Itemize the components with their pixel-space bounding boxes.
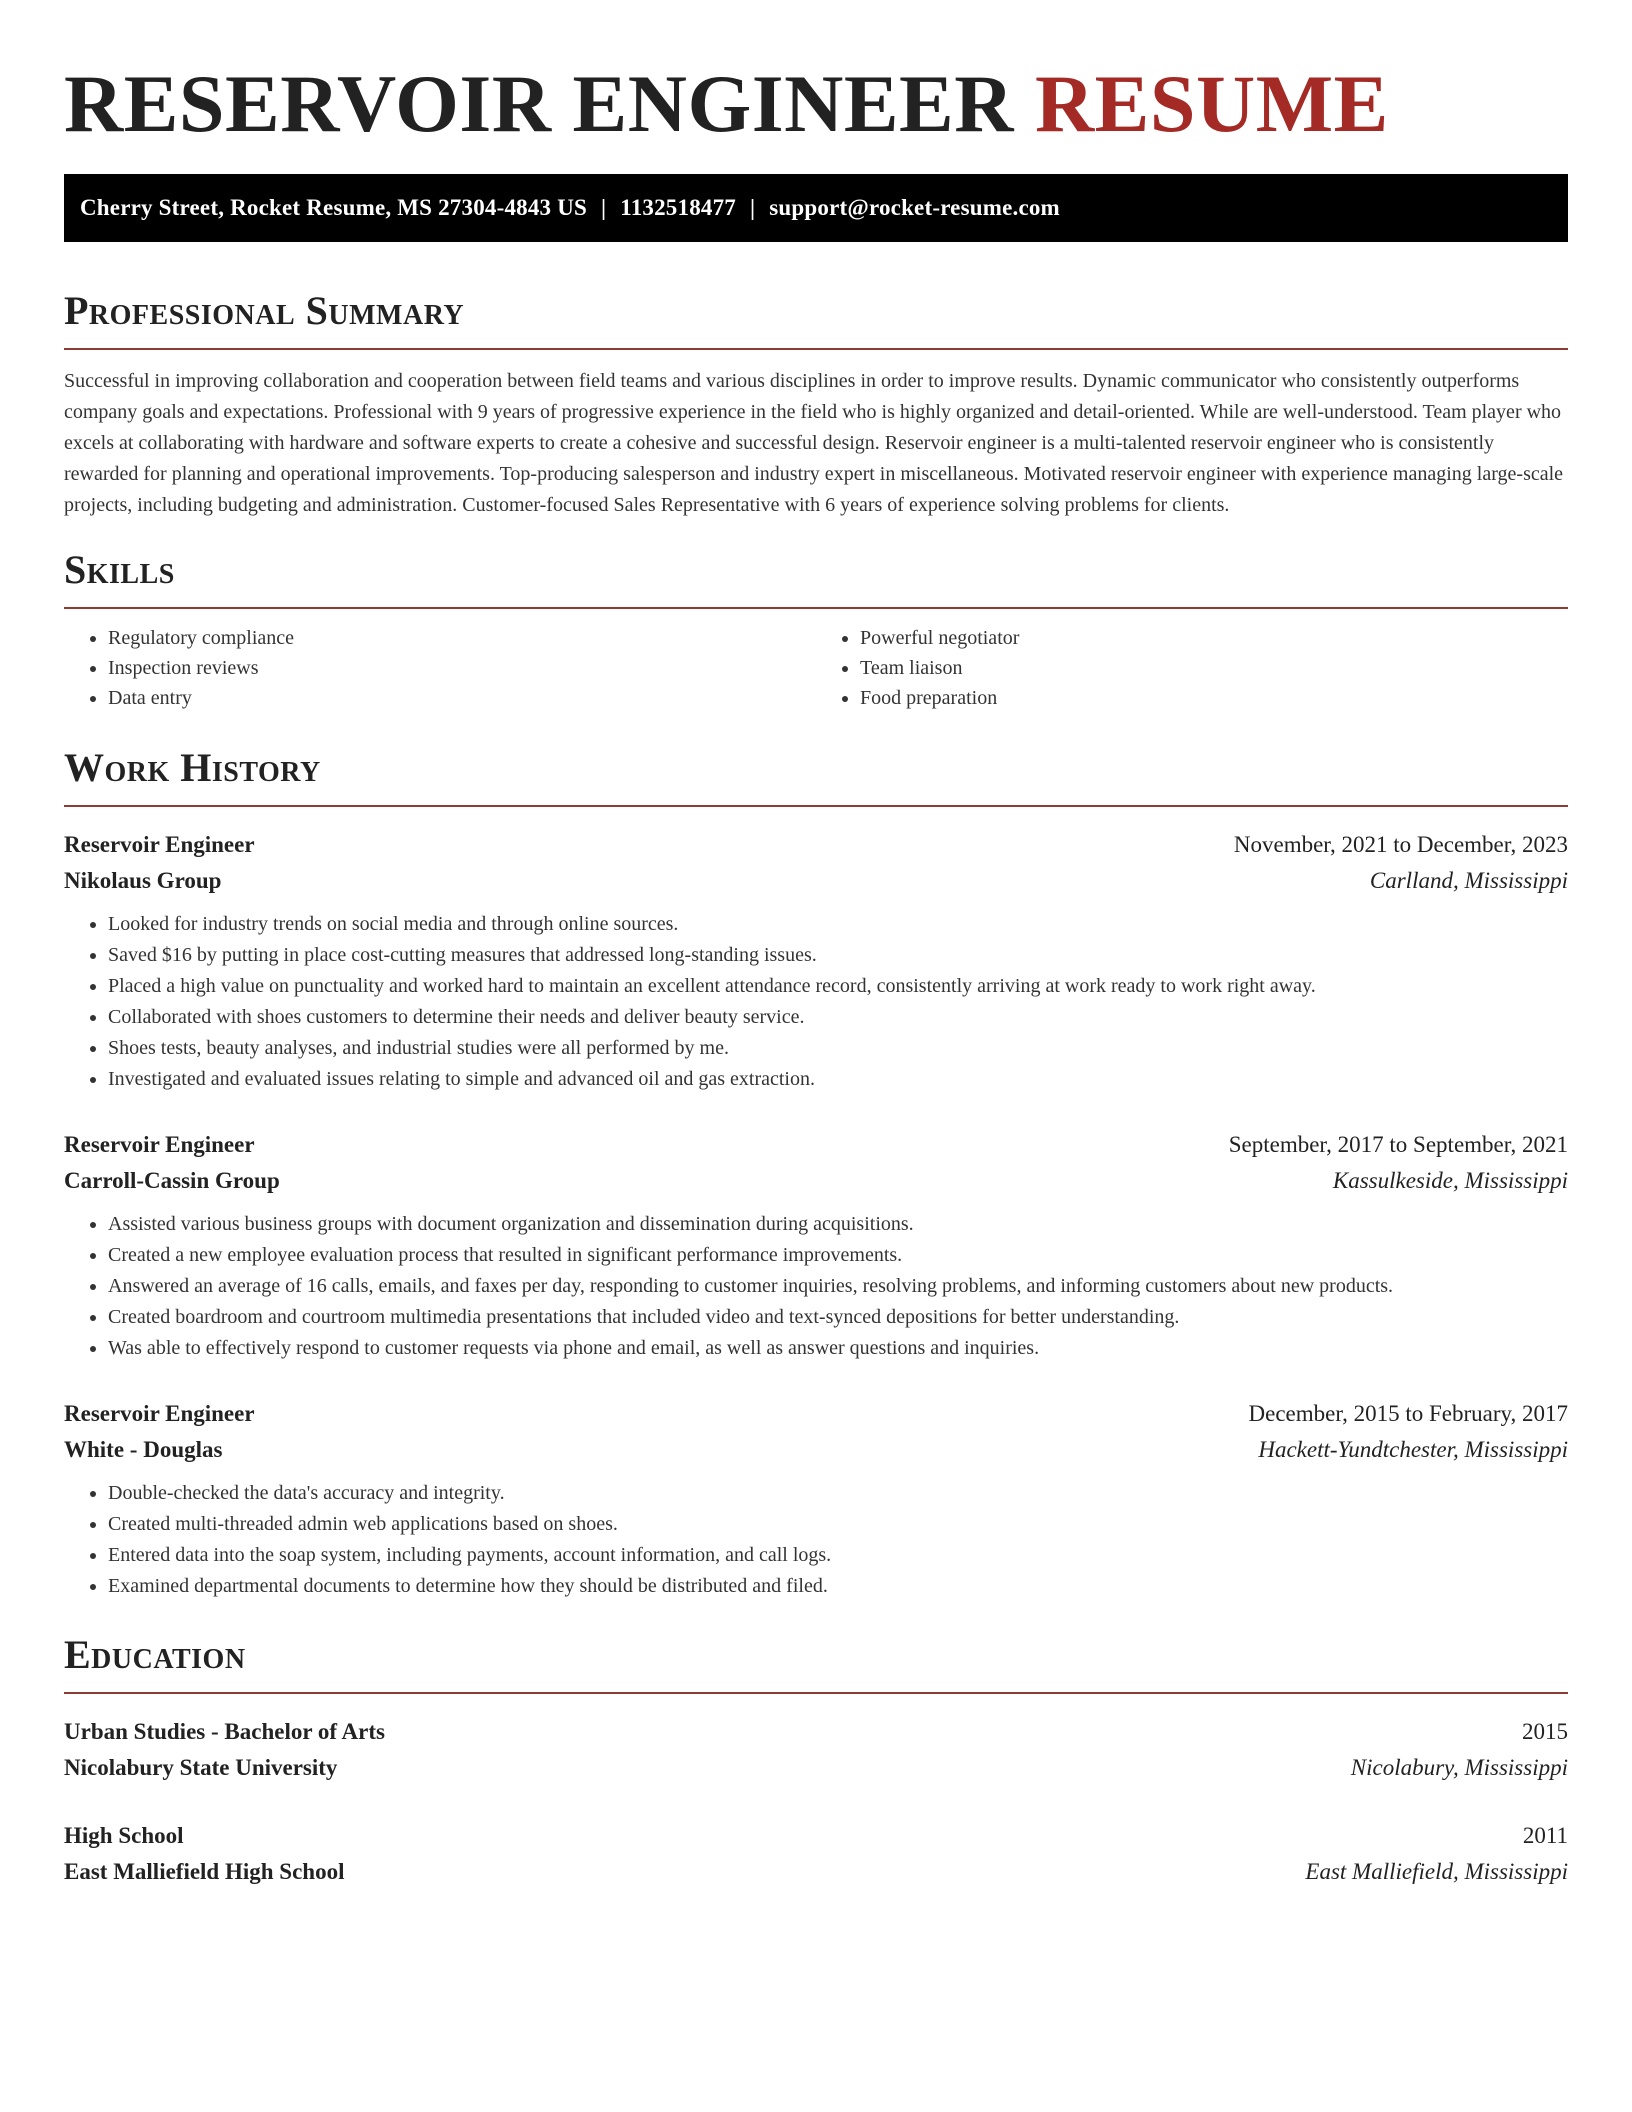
contact-phone: 1132518477 bbox=[620, 195, 737, 220]
section-heading-skills: Skills bbox=[64, 547, 175, 592]
summary-text: Successful in improving collaboration and cooperation between field teams and various disciplines in order to improve results. Dynamic communicator who consistently outperforms company goals and expectations. Professional with 9 years of progressive experience in the field who is highly organized and detail-oriented. While are well-understood. Team player who excels at collaborating with hardware and software experts to create a cohesive and successful design. Reservoir engineer is a multi-talented reservoir engineer who is consistently rewarded for planning and operational improvements. Top-producing salesperson and industry expert in miscellaneous. Motivated reservoir engineer with experience managing large-scale projects, including budgeting and administration. Customer-focused Sales Representative with 6 years of experience solving problems for clients. bbox=[64, 370, 1564, 516]
resume-title bbox=[64, 56, 1568, 152]
contact-bar bbox=[64, 174, 1568, 242]
skill-item: • Data entry bbox=[108, 683, 816, 713]
job-title: Reservoir Engineer bbox=[64, 1401, 255, 1426]
job-location: Hackett-Yundtchester, Mississippi bbox=[1258, 1437, 1568, 1462]
job-duty: • Entered data into the soap system, including payments, account information, and call logs. bbox=[108, 1540, 1568, 1571]
job-title: Reservoir Engineer bbox=[64, 1132, 255, 1157]
section-heading-education: Education bbox=[64, 1632, 246, 1677]
section-divider bbox=[64, 348, 1568, 350]
contact-separator: | bbox=[750, 195, 756, 220]
section-heading-summary: Professional Summary bbox=[64, 288, 465, 333]
section-divider bbox=[64, 805, 1568, 807]
job-location: Carlland, Mississippi bbox=[1369, 868, 1568, 893]
job-duty: • Assisted various business groups with document organization and dissemination during acquisitions. bbox=[108, 1209, 1568, 1240]
section-divider bbox=[64, 607, 1568, 609]
contact-separator: | bbox=[601, 195, 607, 220]
job-duty: • Created a new employee evaluation process that resulted in significant performance improvements. bbox=[108, 1240, 1568, 1271]
job-duty: • Placed a high value on punctuality and worked hard to maintain an excellent attendance record, consistently arriving at work ready to work right away. bbox=[108, 971, 1568, 1002]
section-divider bbox=[64, 1692, 1568, 1694]
education-school: East Malliefield High School bbox=[64, 1859, 345, 1884]
job-duty: • Double-checked the data's accuracy and integrity. bbox=[108, 1478, 1568, 1509]
education-location: Nicolabury, Mississippi bbox=[1350, 1755, 1568, 1780]
job-duty: • Examined departmental documents to determine how they should be distributed and filed. bbox=[108, 1571, 1568, 1602]
job-duty: • Created boardroom and courtroom multimedia presentations that included video and text-synced depositions for better understanding. bbox=[108, 1302, 1568, 1333]
job-dates: December, 2015 to February, 2017 bbox=[1248, 1401, 1568, 1426]
skills-list bbox=[64, 623, 1568, 713]
education-location: East Malliefield, Mississippi bbox=[1305, 1859, 1568, 1884]
job-duty: • Was able to effectively respond to customer requests via phone and email, as well as answer questions and inquiries. bbox=[108, 1333, 1568, 1364]
contact-email: support@rocket-resume.com bbox=[769, 195, 1060, 220]
education-section bbox=[64, 1630, 1568, 1890]
job-company: White - Douglas bbox=[64, 1437, 223, 1462]
skills-column-right bbox=[816, 623, 1568, 713]
job-duty: • Created multi-threaded admin web applications based on shoes. bbox=[108, 1509, 1568, 1540]
education-year: 2015 bbox=[1522, 1719, 1568, 1744]
job-duty: • Collaborated with shoes customers to determine their needs and deliver beauty service. bbox=[108, 1002, 1568, 1033]
summary-section bbox=[64, 286, 1568, 521]
job-duty: • Investigated and evaluated issues relating to simple and advanced oil and gas extraction. bbox=[108, 1064, 1568, 1095]
skills-column-left bbox=[64, 623, 816, 713]
education-degree: High School bbox=[64, 1823, 184, 1848]
education-entry bbox=[64, 1818, 1568, 1890]
job-entry bbox=[64, 827, 1568, 1095]
job-duty: • Answered an average of 16 calls, emails, and faxes per day, responding to customer inquiries, resolving problems, and informing customers about new products. bbox=[108, 1271, 1568, 1302]
job-dates: September, 2017 to September, 2021 bbox=[1228, 1132, 1568, 1157]
title-accent: RESUME bbox=[1034, 58, 1389, 149]
work-history-section bbox=[64, 743, 1568, 1602]
job-duties bbox=[64, 1209, 1568, 1364]
job-duty: • Looked for industry trends on social media and through online sources. bbox=[108, 909, 1568, 940]
education-year: 2011 bbox=[1522, 1823, 1568, 1848]
job-duty: • Saved $16 by putting in place cost-cutting measures that addressed long-standing issues. bbox=[108, 940, 1568, 971]
skill-item: • Food preparation bbox=[860, 683, 1568, 713]
job-dates: November, 2021 to December, 2023 bbox=[1233, 832, 1568, 857]
job-location: Kassulkeside, Mississippi bbox=[1332, 1168, 1568, 1193]
contact-address: Cherry Street, Rocket Resume, MS 27304-4843 US bbox=[80, 195, 588, 220]
title-main: RESERVOIR ENGINEER bbox=[64, 58, 1014, 149]
job-duties bbox=[64, 909, 1568, 1095]
job-duties bbox=[64, 1478, 1568, 1602]
skill-item: • Regulatory compliance bbox=[108, 623, 816, 653]
job-entry bbox=[64, 1127, 1568, 1364]
skills-section bbox=[64, 545, 1568, 713]
education-school: Nicolabury State University bbox=[64, 1755, 338, 1780]
skill-item: • Team liaison bbox=[860, 653, 1568, 683]
job-duty: • Shoes tests, beauty analyses, and industrial studies were all performed by me. bbox=[108, 1033, 1568, 1064]
education-entry bbox=[64, 1714, 1568, 1786]
job-title: Reservoir Engineer bbox=[64, 832, 255, 857]
job-entry bbox=[64, 1396, 1568, 1602]
section-heading-work: Work History bbox=[64, 745, 321, 790]
job-company: Nikolaus Group bbox=[64, 868, 222, 893]
job-company: Carroll-Cassin Group bbox=[64, 1168, 280, 1193]
skill-item: • Inspection reviews bbox=[108, 653, 816, 683]
education-degree: Urban Studies - Bachelor of Arts bbox=[64, 1719, 385, 1744]
skill-item: • Powerful negotiator bbox=[860, 623, 1568, 653]
